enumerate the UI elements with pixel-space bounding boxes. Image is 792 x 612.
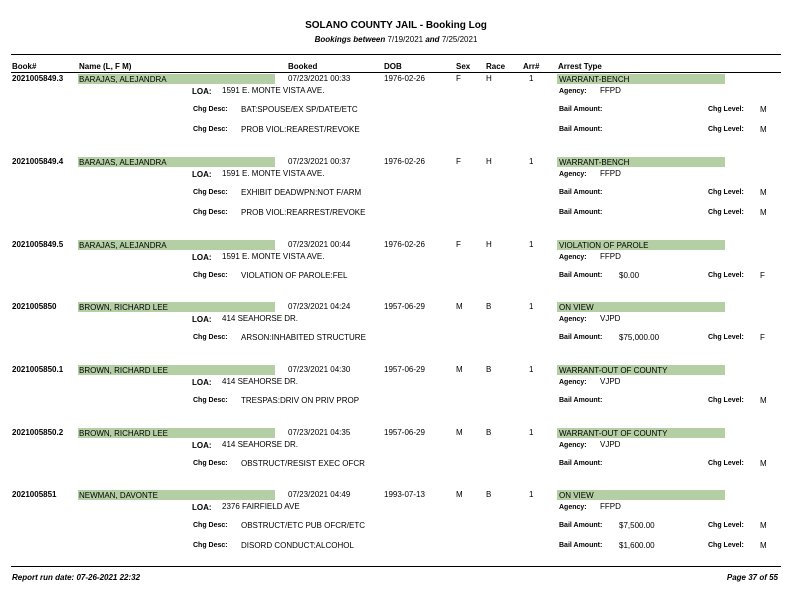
header-rule-top bbox=[11, 54, 781, 55]
bail-amount-label: Bail Amount: bbox=[559, 126, 603, 133]
bail-amount-label: Bail Amount: bbox=[559, 209, 603, 216]
race: H bbox=[486, 240, 492, 249]
bail-amount-label: Bail Amount: bbox=[559, 106, 603, 113]
arrest-type: WARRANT-OUT OF COUNTY bbox=[559, 429, 668, 438]
race: B bbox=[486, 365, 492, 374]
subtitle-and: and bbox=[425, 35, 440, 44]
agency-value: FFPD bbox=[600, 86, 621, 95]
arrest-number: 1 bbox=[529, 365, 534, 374]
book-number: 2021005849.5 bbox=[12, 240, 64, 249]
chg-level-value: M bbox=[760, 188, 767, 197]
race: H bbox=[486, 157, 492, 166]
chg-desc-label: Chg Desc: bbox=[193, 189, 228, 196]
loa-value: 414 SEAHORSE DR. bbox=[222, 377, 299, 386]
col-book: Book# bbox=[12, 62, 37, 71]
arrest-number: 1 bbox=[529, 74, 534, 83]
arrest-type: ON VIEW bbox=[559, 303, 594, 312]
loa-label: LOA: bbox=[192, 441, 212, 450]
dob: 1957-06-29 bbox=[384, 302, 425, 311]
chg-level-value: M bbox=[760, 541, 767, 550]
chg-desc-label: Chg Desc: bbox=[193, 397, 228, 404]
chg-level-value: F bbox=[760, 333, 765, 342]
chg-level-label: Chg Level: bbox=[708, 189, 744, 196]
loa-value: 414 SEAHORSE DR. bbox=[222, 314, 299, 323]
chg-desc-value: ARSON:INHABITED STRUCTURE bbox=[241, 333, 366, 342]
agency-value: FFPD bbox=[600, 252, 621, 261]
sex: F bbox=[456, 157, 461, 166]
chg-desc-label: Chg Desc: bbox=[193, 460, 228, 467]
sex: F bbox=[456, 74, 461, 83]
race: B bbox=[486, 490, 492, 499]
sex: M bbox=[456, 302, 463, 311]
book-number: 2021005849.4 bbox=[12, 157, 64, 166]
dob: 1976-02-26 bbox=[384, 240, 425, 249]
chg-desc-label: Chg Desc: bbox=[193, 272, 228, 279]
agency-value: FFPD bbox=[600, 502, 621, 511]
inmate-name: BROWN, RICHARD LEE bbox=[79, 366, 168, 375]
bail-amount-value: $7,500.00 bbox=[619, 521, 655, 530]
bail-amount-label: Bail Amount: bbox=[559, 272, 603, 279]
booked-datetime: 07/23/2021 04:35 bbox=[288, 428, 351, 437]
col-arr: Arr# bbox=[523, 62, 540, 71]
agency-value: VJPD bbox=[600, 314, 621, 323]
booked-datetime: 07/23/2021 04:24 bbox=[288, 302, 351, 311]
arrest-number: 1 bbox=[529, 302, 534, 311]
arrest-number: 1 bbox=[529, 428, 534, 437]
race: H bbox=[486, 74, 492, 83]
agency-label: Agency: bbox=[559, 316, 587, 323]
chg-desc-value: BAT:SPOUSE/EX SP/DATE/ETC bbox=[241, 105, 358, 114]
arrest-type: WARRANT-OUT OF COUNTY bbox=[559, 366, 668, 375]
loa-label: LOA: bbox=[192, 87, 212, 96]
chg-level-value: F bbox=[760, 271, 765, 280]
bail-amount-label: Bail Amount: bbox=[559, 460, 603, 467]
sex: F bbox=[456, 240, 461, 249]
chg-level-label: Chg Level: bbox=[708, 397, 744, 404]
chg-level-label: Chg Level: bbox=[708, 209, 744, 216]
inmate-name: BARAJAS, ALEJANDRA bbox=[79, 158, 167, 167]
inmate-name: BARAJAS, ALEJANDRA bbox=[79, 241, 167, 250]
book-number: 2021005850.2 bbox=[12, 428, 64, 437]
footer-rule bbox=[11, 566, 781, 567]
loa-label: LOA: bbox=[192, 315, 212, 324]
agency-label: Agency: bbox=[559, 442, 587, 449]
agency-value: VJPD bbox=[600, 377, 621, 386]
loa-label: LOA: bbox=[192, 170, 212, 179]
chg-level-value: M bbox=[760, 459, 767, 468]
sex: M bbox=[456, 490, 463, 499]
bail-amount-value: $1,600.00 bbox=[619, 541, 655, 550]
chg-level-label: Chg Level: bbox=[708, 334, 744, 341]
inmate-name: BROWN, RICHARD LEE bbox=[79, 429, 168, 438]
chg-desc-value: OBSTRUCT/ETC PUB OFCR/ETC bbox=[241, 521, 366, 530]
booked-datetime: 07/23/2021 00:44 bbox=[288, 240, 351, 249]
arrest-number: 1 bbox=[529, 157, 534, 166]
dob: 1957-06-29 bbox=[384, 428, 425, 437]
date-from: 7/19/2021 bbox=[387, 35, 424, 44]
loa-value: 1591 E. MONTE VISTA AVE. bbox=[222, 252, 325, 261]
chg-desc-label: Chg Desc: bbox=[193, 126, 228, 133]
report-run-date: Report run date: 07-26-2021 22:32 bbox=[12, 573, 141, 582]
chg-desc-value: VIOLATION OF PAROLE:FEL bbox=[241, 271, 348, 280]
col-booked: Booked bbox=[288, 62, 318, 71]
bail-amount-label: Bail Amount: bbox=[559, 522, 603, 529]
arrest-type: VIOLATION OF PAROLE bbox=[559, 241, 649, 250]
chg-desc-value: PROB VIOL:REAREST/REVOKE bbox=[241, 125, 360, 134]
dob: 1976-02-26 bbox=[384, 157, 425, 166]
sex: M bbox=[456, 365, 463, 374]
arrest-type: WARRANT-BENCH bbox=[559, 75, 630, 84]
booked-datetime: 07/23/2021 04:30 bbox=[288, 365, 351, 374]
loa-value: 1591 E. MONTE VISTA AVE. bbox=[222, 169, 325, 178]
agency-value: VJPD bbox=[600, 440, 621, 449]
chg-desc-label: Chg Desc: bbox=[193, 334, 228, 341]
loa-label: LOA: bbox=[192, 253, 212, 262]
booked-datetime: 07/23/2021 00:33 bbox=[288, 74, 351, 83]
book-number: 2021005850.1 bbox=[12, 365, 64, 374]
col-dob: DOB bbox=[384, 62, 402, 71]
chg-level-label: Chg Level: bbox=[708, 106, 744, 113]
agency-label: Agency: bbox=[559, 254, 587, 261]
loa-label: LOA: bbox=[192, 503, 212, 512]
booked-datetime: 07/23/2021 00:37 bbox=[288, 157, 351, 166]
chg-level-label: Chg Level: bbox=[708, 272, 744, 279]
booked-datetime: 07/23/2021 04:49 bbox=[288, 490, 351, 499]
bail-amount-value: $0.00 bbox=[619, 271, 640, 280]
agency-value: FFPD bbox=[600, 169, 621, 178]
chg-desc-value: DISORD CONDUCT:ALCOHOL bbox=[241, 541, 354, 550]
chg-level-label: Chg Level: bbox=[708, 460, 744, 467]
chg-level-value: M bbox=[760, 125, 767, 134]
arrest-type: WARRANT-BENCH bbox=[559, 158, 630, 167]
inmate-name: NEWMAN, DAVONTE bbox=[79, 491, 158, 500]
chg-desc-value: PROB VIOL:REARREST/REVOKE bbox=[241, 208, 366, 217]
loa-label: LOA: bbox=[192, 378, 212, 387]
agency-label: Agency: bbox=[559, 171, 587, 178]
race: B bbox=[486, 428, 492, 437]
arrest-number: 1 bbox=[529, 240, 534, 249]
bail-amount-label: Bail Amount: bbox=[559, 189, 603, 196]
chg-level-value: M bbox=[760, 105, 767, 114]
book-number: 2021005849.3 bbox=[12, 74, 64, 83]
header-rule-bottom bbox=[11, 72, 781, 73]
chg-level-value: M bbox=[760, 521, 767, 530]
page-number: Page 37 of 55 bbox=[726, 573, 778, 582]
chg-desc-value: OBSTRUCT/RESIST EXEC OFCR bbox=[241, 459, 365, 468]
bail-amount-label: Bail Amount: bbox=[559, 334, 603, 341]
col-race: Race bbox=[486, 62, 506, 71]
bail-amount-value: $75,000.00 bbox=[619, 333, 660, 342]
sex: M bbox=[456, 428, 463, 437]
inmate-name: BROWN, RICHARD LEE bbox=[79, 303, 168, 312]
arrest-number: 1 bbox=[529, 490, 534, 499]
chg-desc-label: Chg Desc: bbox=[193, 209, 228, 216]
dob: 1993-07-13 bbox=[384, 490, 425, 499]
chg-level-label: Chg Level: bbox=[708, 522, 744, 529]
report-title: SOLANO COUNTY JAIL - Booking Log bbox=[305, 20, 487, 31]
loa-value: 1591 E. MONTE VISTA AVE. bbox=[222, 86, 325, 95]
loa-value: 414 SEAHORSE DR. bbox=[222, 440, 299, 449]
loa-value: 2376 FAIRFIELD AVE bbox=[222, 502, 300, 511]
book-number: 2021005851 bbox=[12, 490, 57, 499]
chg-level-value: M bbox=[760, 396, 767, 405]
dob: 1976-02-26 bbox=[384, 74, 425, 83]
col-arrest-type: Arrest Type bbox=[558, 62, 602, 71]
agency-label: Agency: bbox=[559, 379, 587, 386]
col-name: Name (L, F M) bbox=[79, 62, 132, 71]
agency-label: Agency: bbox=[559, 88, 587, 95]
bail-amount-label: Bail Amount: bbox=[559, 397, 603, 404]
report-subtitle bbox=[0, 35, 792, 44]
subtitle-prefix: Bookings between bbox=[314, 35, 386, 44]
date-to: 7/25/2021 bbox=[441, 35, 478, 44]
chg-level-value: M bbox=[760, 208, 767, 217]
chg-level-label: Chg Level: bbox=[708, 126, 744, 133]
chg-level-label: Chg Level: bbox=[708, 542, 744, 549]
book-number: 2021005850 bbox=[12, 302, 57, 311]
race: B bbox=[486, 302, 492, 311]
arrest-type: ON VIEW bbox=[559, 491, 594, 500]
inmate-name: BARAJAS, ALEJANDRA bbox=[79, 75, 167, 84]
agency-label: Agency: bbox=[559, 504, 587, 511]
chg-desc-value: EXHIBIT DEADWPN:NOT F/ARM bbox=[241, 188, 362, 197]
chg-desc-label: Chg Desc: bbox=[193, 106, 228, 113]
chg-desc-label: Chg Desc: bbox=[193, 522, 228, 529]
col-sex: Sex bbox=[456, 62, 471, 71]
bail-amount-label: Bail Amount: bbox=[559, 542, 603, 549]
chg-desc-value: TRESPAS:DRIV ON PRIV PROP bbox=[241, 396, 360, 405]
dob: 1957-06-29 bbox=[384, 365, 425, 374]
chg-desc-label: Chg Desc: bbox=[193, 542, 228, 549]
